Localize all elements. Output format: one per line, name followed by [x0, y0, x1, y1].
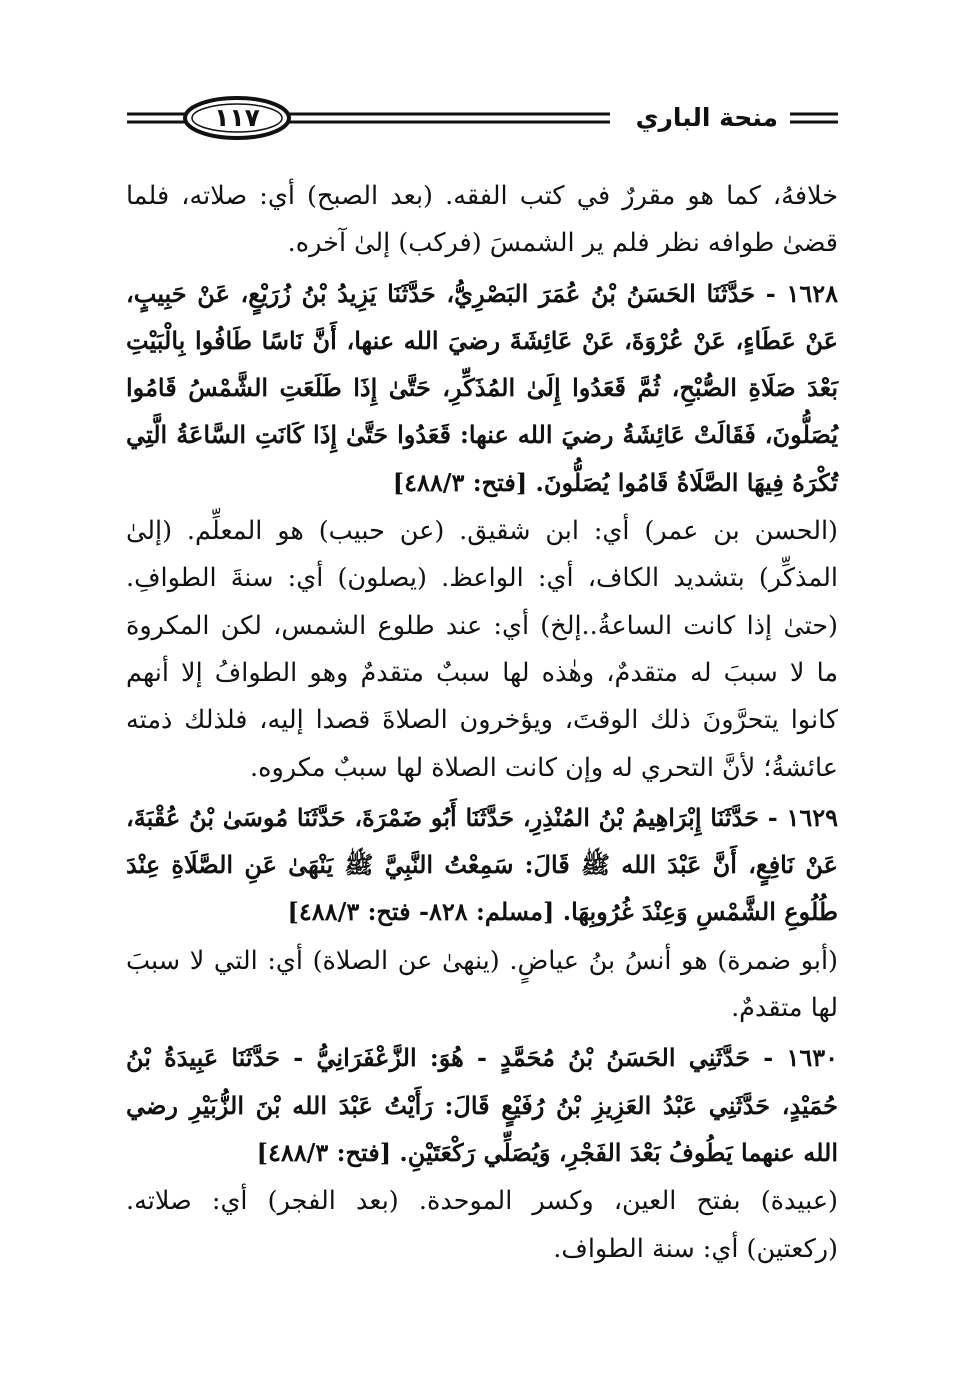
commentary-paragraph: (أبو ضمرة) هو أنسُ بنُ عياضٍ. (ينهىٰ عن الصلاة) أي: التي لا سببَ لها متقدمٌ. [126, 945, 838, 1024]
hadith-paragraph: ١٦٢٨ - حَدَّثَنَا الحَسَنُ بْنُ عُمَرَ البَصْرِيُّ، حَدَّثَنَا يَزِيدُ بْنُ زُرَيْعٍ، عَنْ حَبِيبٍ، عَنْ عَطَاءٍ، عَنْ عُرْوَةَ، عَنْ عَائِشَةَ رضيَ الله عنها، أَنَّ نَاسًا طَافُوا بِالْبَيْتِ بَعْدَ صَلَاةِ الصُّبْحِ، ثُمَّ قَعَدُوا إِلَىٰ المُذَكِّرِ، حَتَّىٰ إِذَا طَلَعَتِ الشَّمْسُ قَامُوا يُصَلُّونَ، فَقَالَتْ عَائِشَةُ رضيَ الله عنها: قَعَدُوا حَتَّىٰ إِذَا كَانَتِ السَّاعَةُ الَّتِي تُكْرَهُ فِيهَا الصَّلَاةُ قَامُوا يُصَلُّونَ. [فتح: ٤٨٨/٣] [126, 278, 839, 497]
page-header [125, 92, 840, 148]
commentary-paragraph: خلافهُ، كما هو مقررٌ في كتب الفقه. (بعد الصبح) أي: صلاته، فلما قضىٰ طوافه نظر فلم ير الشمسَ (فركب) إلىٰ آخره. [126, 181, 838, 259]
hadith-paragraph: ١٦٣٠ - حَدَّثَنِي الحَسَنُ بْنُ مُحَمَّدٍ - هُوَ: الزَّعْفَرَانِيُّ - حَدَّثَنَا عَبِيدَةُ بْنُ حُمَيْدٍ، حَدَّثَنِي عَبْدُ العَزِيزِ بْنُ رُفَيْعٍ قَالَ: رَأَيْتُ عَبْدَ الله بْنَ الزُّبَيْرِ رضي الله عنهما يَطُوفُ بَعْدَ الفَجْرِ، وَيُصَلِّي رَكْعَتَيْنِ. [فتح: ٤٨٨/٣] [126, 1043, 838, 1167]
page-number: ١١٧ [214, 103, 260, 132]
commentary-paragraph: (عبيدة) بفتح العين، وكسر الموحدة. (بعد الفجر) أي: صلاته. (ركعتين) أي: سنة الطواف. [126, 1186, 838, 1264]
hadith-paragraph: ١٦٢٩ - حَدَّثَنَا إِبْرَاهِيمُ بْنُ المُنْذِرِ، حَدَّثَنَا أَبُو ضَمْرَةَ، حَدَّثَنَا مُوسَىٰ بْنُ عُقْبَةَ، عَنْ نَافِعٍ، أَنَّ عَبْدَ الله ﷺ قَالَ: سَمِعْتُ النَّبِيَّ ﷺ يَنْهَىٰ عَنِ الصَّلَاةِ عِنْدَ طُلُوعِ الشَّمْسِ وَعِنْدَ غُرُوبِهَا. [مسلم: ٨٢٨- فتح: ٤٨٨/٣] [126, 802, 838, 927]
commentary-paragraph: (الحسن بن عمر) أي: ابن شقيق. (عن حبيب) هو المعلِّم. (إلىٰ المذكِّر) بتشديد الكاف، أي: الواعظ. (يصلون) أي: سنةَ الطوافِ. (حتىٰ إذا كانت الساعةُ..إلخ) أي: عند طلوع الشمس، لكن المكروهَ ما لا سببَ له متقدمٌ، وهٰذه لها سببٌ متقدمٌ وهو الطوافُ إلا أنهم كانوا يتحرَّونَ ذلك الوقتَ، ويؤخرون الصلاةَ قصدا إليه، فلذلك ذمته عائشةُ؛ لأنَّ التحري له وإن كانت الصلاة لها سببٌ مكروه. [126, 516, 838, 783]
page-body [126, 173, 838, 1275]
book-title: منحة الباري [624, 101, 790, 135]
